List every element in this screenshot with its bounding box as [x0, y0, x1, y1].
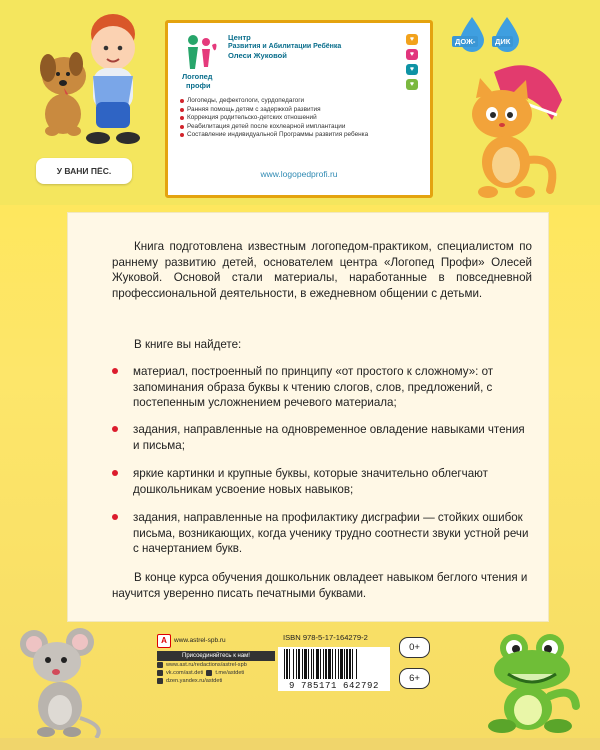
social-link[interactable]: t.me/astdeti [215, 670, 245, 676]
publisher-block [157, 634, 277, 685]
barcode-bar [325, 649, 327, 679]
bullet-dot-icon [112, 368, 118, 374]
publisher-site-row [157, 634, 277, 648]
boy-with-dog-illustration [28, 6, 148, 154]
ad-center-line: Олеси Жуковой [228, 51, 287, 60]
barcode-bar [302, 649, 303, 679]
ad-service-item: Ранняя помощь детям с задержкой развития [180, 106, 420, 115]
frog-illustration [478, 630, 588, 738]
ad-service-item: Реабилитация детей после кохлеарной имплантации [180, 123, 420, 132]
ad-service-item: Составление индивидуальной Программы развития ребенка [180, 131, 420, 140]
mouse-illustration [10, 628, 110, 740]
barcode-bar [320, 649, 321, 679]
social-link[interactable]: dzen.yandex.ru/astdeti [166, 678, 223, 684]
barcode-bar [289, 649, 290, 679]
social-link[interactable]: www.ast.ru/redactions/astrel-spb [166, 662, 247, 668]
social-row [157, 669, 277, 677]
barcode-bar [332, 649, 333, 679]
logo-text-2: профи [186, 81, 211, 90]
bullet-text: материал, построенный по принципу «от простого к сложному»: от запоминания образа буквы к чтению слогов, слов, предложений, с постепенным усложнением речевого материала; [133, 365, 494, 410]
barcode-bar [356, 649, 357, 679]
barcode-bar [349, 649, 351, 679]
barcode-bar [323, 649, 324, 679]
bullet-item [112, 364, 532, 411]
intro-paragraph: Книга подготовлена известным логопедом-практиком, специалистом по раннему развитию детей, основателем центра «Логопед Профи» Олесей Жуковой. Основой стали материалы, наработанные в повседневной профессиональной деятельности, в ежедневном общении с детьми. [112, 240, 532, 300]
barcode-bar [308, 649, 309, 679]
heart-icon: ♥ [406, 64, 418, 75]
dzen-icon [157, 678, 163, 684]
barcode-bar [328, 649, 331, 679]
logoped-profi-ad [165, 20, 433, 198]
barcode-bar [293, 649, 294, 679]
bullet-item [112, 510, 532, 557]
bullet-dot-icon [112, 514, 118, 520]
ad-service-item: Коррекция родительско-детских отношений [180, 114, 420, 123]
barcode-bar [298, 649, 300, 679]
barcode-bar [316, 649, 319, 679]
ad-center-line: Центр [228, 33, 251, 42]
barcode [278, 647, 390, 691]
drop-word-1: ДОЖ- [452, 36, 478, 47]
dog-caption-chip: У ВАНИ ПЁС. [36, 158, 132, 184]
bottom-stripe [0, 738, 600, 750]
join-us-banner: Присоединяйтесь к нам! [157, 651, 275, 661]
barcode-bars [282, 649, 386, 681]
social-row [157, 677, 277, 685]
web-icon [157, 662, 163, 668]
cat-illustration [432, 60, 572, 210]
barcode-bar [311, 649, 312, 679]
barcode-bar [335, 649, 336, 679]
barcode-bar [286, 649, 288, 679]
social-row [157, 661, 277, 669]
barcode-bar [352, 649, 353, 679]
heart-icon: ♥ [406, 49, 418, 60]
heart-icon: ♥ [406, 79, 418, 90]
barcode-bar [304, 649, 307, 679]
bullet-dot-icon [112, 426, 118, 432]
barcode-bar [296, 649, 297, 679]
ad-service-item: Логопеды, дефектологи, сурдопедагоги [180, 97, 420, 106]
barcode-bar [344, 649, 345, 679]
logo-text-1: Логопед [182, 72, 213, 81]
astrel-logo-icon: A [157, 634, 171, 648]
barcode-bar [338, 649, 339, 679]
vk-icon [157, 670, 163, 676]
bullet-text: задания, направленные на одновременное овладение навыками чтения и письма; [133, 423, 525, 452]
isbn-label: ISBN 978-5-17-164279-2 [283, 633, 368, 642]
barcode-number: 9 785171 642792 [288, 681, 379, 691]
bullet-item [112, 466, 532, 497]
ad-center-name [228, 33, 341, 60]
description-panel [67, 212, 549, 622]
outro-paragraph: В конце курса обучения дошкольник овладеет навыком беглого чтения и научится уверенно писать печатными буквами. [112, 571, 528, 600]
age-rating-badge: 0+ [399, 637, 430, 658]
ad-center-line: Развития и Абилитации Ребёнка [228, 43, 342, 50]
list-lead: В книге вы найдете: [134, 338, 242, 351]
ad-services-list [180, 97, 420, 140]
bullet-text: задания, направленные на профилактику дисграфии — стойких ошибок письма, возникающих, когда ученику трудно соотнести звуки устной речи с начертанием букв. [133, 511, 529, 556]
social-link[interactable]: vk.com/ast.deti [166, 670, 204, 676]
bullet-dot-icon [112, 470, 118, 476]
barcode-bar [284, 649, 285, 679]
barcode-bar [340, 649, 343, 679]
barcode-bar [346, 649, 348, 679]
barcode-bar [313, 649, 314, 679]
logoped-profi-logo [182, 33, 218, 91]
bullet-item [112, 422, 532, 453]
ad-heart-icons [406, 34, 418, 90]
telegram-icon [206, 670, 212, 676]
drop-word-2: ДИК [492, 36, 513, 47]
bullet-text: яркие картинки и крупные буквы, которые значительно облегчают дошкольникам усвоение новых навыков; [133, 467, 488, 496]
ad-website-link[interactable]: www.logopedprofi.ru [260, 169, 338, 179]
publisher-site[interactable]: www.astrel-spb.ru [174, 637, 226, 644]
age-rating-badge: 6+ [399, 668, 430, 689]
heart-icon: ♥ [406, 34, 418, 45]
